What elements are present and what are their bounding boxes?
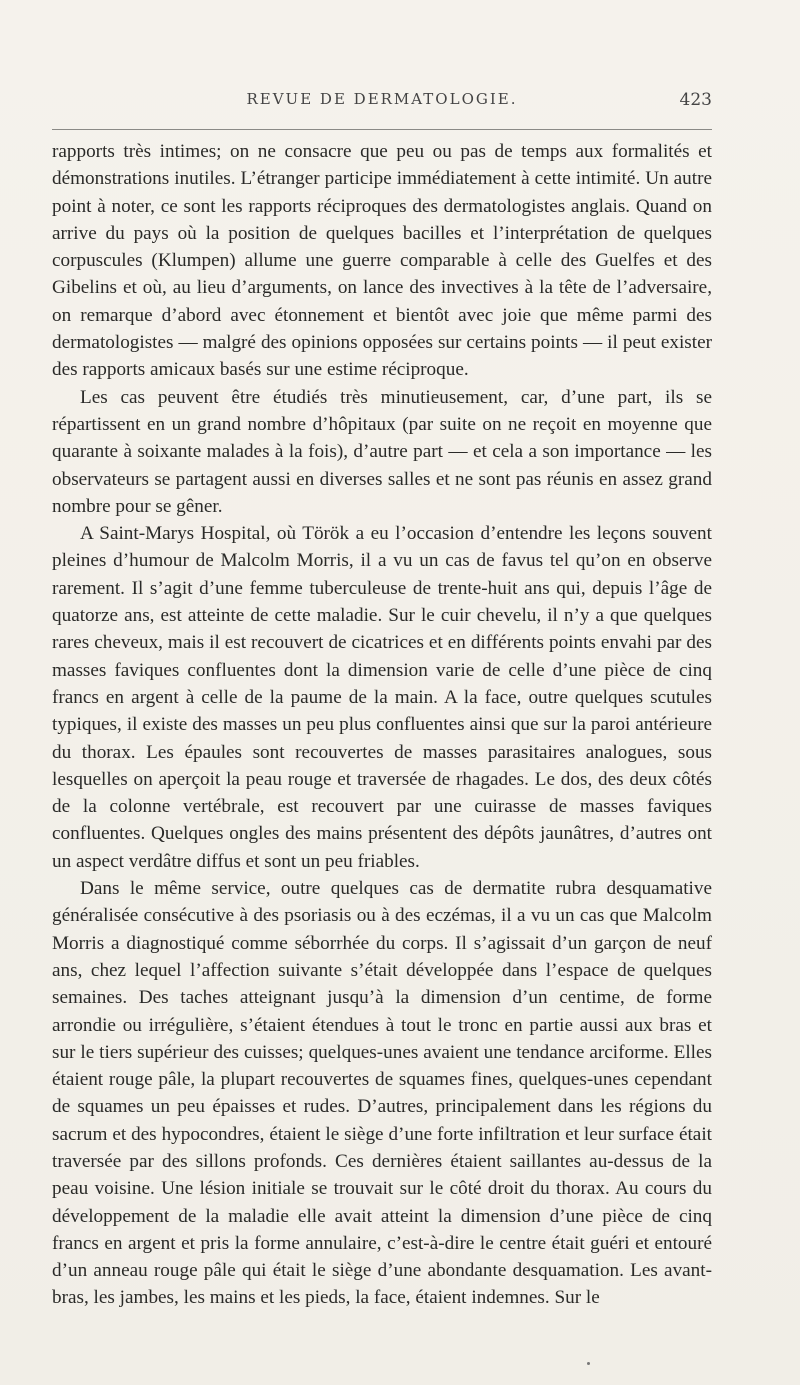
paragraph: rapports très intimes; on ne consacre que peu ou pas de temps aux formalités et démonstrations inutiles. L’étranger participe immédiatement à cette intimité. Un autre point à noter, ce sont les rapports réciproques des dermatologistes anglais. Quand on arrive du pays où la position de quelques bacilles et l’interprétation de quelques corpuscules (Klumpen) allume une guerre comparable à celle des Guelfes et des Gibelins et où, au lieu d’arguments, on lance des invectives à la tête de l’adversaire, on remarque d’abord avec étonnement et bientôt avec joie que même parmi des dermatologistes — malgré des opinions opposées sur certains points — il peut exister des rapports amicaux basés sur une estime réciproque. xyxy=(52,141,712,381)
page-number: 423 xyxy=(679,90,712,110)
paragraph: A Saint-Marys Hospital, où Török a eu l’occasion d’entendre les leçons souvent pleines d’humour de Malcolm Morris, il a vu un cas de favus tel qu’on en observe rarement. Il s’agit d’une femme tuberculeuse de trente-huit ans qui, depuis l’âge de quatorze ans, est atteinte de cette maladie. Sur le cuir chevelu, il n’y a que quelques rares cheveux, mais il est recouvert de cicatrices et en différents points envahi par des masses faviques confluentes dont la dimension varie de celle d’une pièce de cinq francs en argent à celle de la paume de la main. A la face, outre quelques scutules typiques, il existe des masses un peu plus confluentes ainsi que sur la paroi antérieure du thorax. Les épaules sont recouvertes de masses parasitaires analogues, sous lesquelles on aperçoit la peau rouge et traversée de rhagades. Le dos, des deux côtés de la colonne vertébrale, est recouvert par une cuirasse de masses faviques confluentes. Quelques ongles des mains présentent des dépôts jaunâtres, d’autres ont un aspect verdâtre diffus et sont un peu friables. xyxy=(52,523,712,872)
running-title: REVUE DE DERMATOLOGIE. xyxy=(246,90,518,108)
paragraph: Dans le même service, outre quelques cas de dermatite rubra desquamative généralisée consécutive à des psoriasis ou à des eczémas, il a vu un cas que Malcolm Morris a diagnostiqué comme séborrhée du corps. Il s’agissait d’un garçon de neuf ans, chez lequel l’affection suivante s’était développée dans l’espace de quelques semaines. Des taches atteignant jusqu’à la dimension d’un centime, de forme arrondie ou irrégulière, s’étaient étendues à tout le tronc en partie aussi aux bras et sur le tiers supérieur des cuisses; quelques-unes avaient une tendance arciforme. Elles étaient rouge pâle, la plupart recouvertes de squames fines, quelques-unes cependant de squames un peu épaisses et rudes. D’autres, principalement dans les régions du sacrum et des hypocondres, étaient le siège d’une forte infiltration et leur surface était traversée par des sillons profonds. Ces dernières étaient saillantes au-dessus de la peau voisine. Une lésion initiale se trouvait sur le côté droit du thorax. Au cours du développement de la maladie elle avait atteint la dimension d’une pièce de cinq francs en argent et pris la forme annulaire, c’est-à-dire le centre était guéri et entouré d’un anneau rouge pâle qui était le siège d’une abondante desquamation. Les avant-bras, les jambes, les mains et les pieds, la face, étaient indemnes. Sur le xyxy=(52,878,712,1309)
header-rule xyxy=(52,129,712,130)
page-header xyxy=(52,90,712,118)
paragraph: Les cas peuvent être étudiés très minutieusement, car, d’une part, ils se répartissent en un grand nombre d’hôpitaux (par suite on ne reçoit en moyenne que quarante à soixante malades à la fois), d’autre part — et cela a son importance — les observateurs se partagent aussi en diverses salles et ne sont pas réunis en assez grand nombre pour se gêner. xyxy=(52,386,712,517)
print-speck xyxy=(587,1362,590,1365)
body-text xyxy=(52,138,712,1312)
